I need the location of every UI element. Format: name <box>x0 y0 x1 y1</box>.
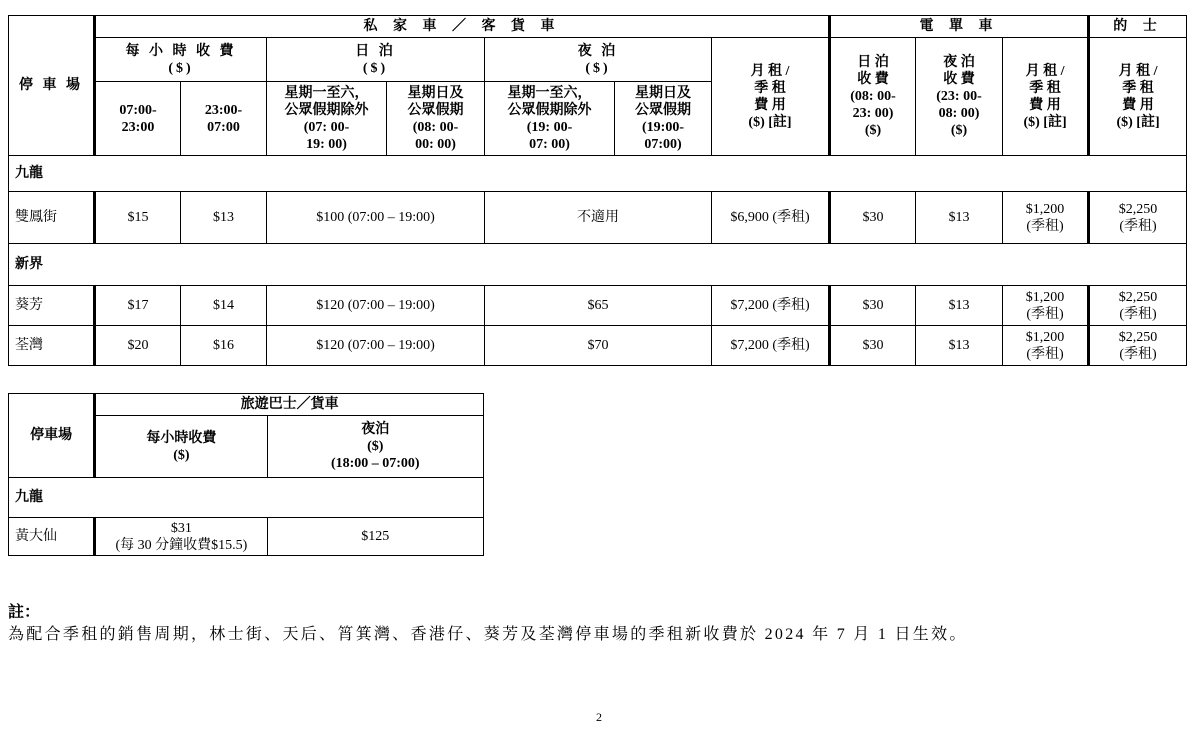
hourly-fee-header: 每小時收費 ($) <box>95 416 267 478</box>
car-park-header: 停 車 場 <box>9 16 95 156</box>
night-weekday-header: 星期一至六， 公眾假期除外 (19: 00- 07: 00) <box>485 82 615 156</box>
monthly-fee: $7,200 (季租) <box>712 326 830 366</box>
taxi-monthly-header: 月 租 / 季 租 費 用 ($) [註] <box>1089 38 1187 156</box>
car-park-name: 雙鳳街 <box>9 192 95 244</box>
hourly-night-header: 23:00- 07:00 <box>181 82 267 156</box>
car-park-name: 黃大仙 <box>9 518 95 556</box>
note-title: 註： <box>8 604 41 621</box>
monthly-fee: $6,900 (季租) <box>712 192 830 244</box>
night-park-fee: 不適用 <box>485 192 712 244</box>
moto-day-fee: $30 <box>830 326 916 366</box>
table-row <box>9 286 1187 326</box>
region-kowloon: 九龍 <box>9 156 1187 192</box>
day-park-fee: $120 (07:00 – 19:00) <box>267 286 485 326</box>
coach-goods-header: 旅遊巴士／貨車 <box>95 394 484 416</box>
moto-monthly-header: 月 租 / 季 租 費 用 ($) [註] <box>1003 38 1089 156</box>
car-park-header: 停車場 <box>9 394 95 478</box>
taxi-header: 的 士 <box>1089 16 1187 38</box>
motorcycle-header: 電 單 車 <box>830 16 1089 38</box>
monthly-fee: $7,200 (季租) <box>712 286 830 326</box>
moto-day-fee: $30 <box>830 192 916 244</box>
coach-fee-table <box>8 393 484 556</box>
hourly-day-fee: $15 <box>95 192 181 244</box>
night-holiday-header: 星期日及 公眾假期 (19:00- 07:00) <box>615 82 712 156</box>
day-weekday-header: 星期一至六， 公眾假期除外 (07: 00- 19: 00) <box>267 82 387 156</box>
note-body: 為配合季租的銷售周期，林士街、天后、筲箕灣、香港仔、葵芳及荃灣停車場的季租新收費於 2024 年 7 月 1 日生效。 <box>8 626 968 643</box>
night-park-fee: $70 <box>485 326 712 366</box>
private-car-header: 私 家 車 ／ 客 貨 車 <box>95 16 830 38</box>
hourly-night-fee: $13 <box>181 192 267 244</box>
moto-monthly-fee: $1,200 (季租) <box>1003 286 1089 326</box>
hourly-day-header: 07:00- 23:00 <box>95 82 181 156</box>
hourly-night-fee: $14 <box>181 286 267 326</box>
car-park-name: 葵芳 <box>9 286 95 326</box>
taxi-monthly-fee: $2,250 (季租) <box>1089 286 1187 326</box>
region-new-territories: 新界 <box>9 244 1187 286</box>
moto-night-fee: $13 <box>916 192 1003 244</box>
hourly-day-fee: $20 <box>95 326 181 366</box>
hourly-fee-header: 每 小 時 收 費 ($) <box>95 38 267 82</box>
day-park-fee: $100 (07:00 – 19:00) <box>267 192 485 244</box>
moto-night-header: 夜 泊 收 費 (23: 00- 08: 00) ($) <box>916 38 1003 156</box>
moto-monthly-fee: $1,200 (季租) <box>1003 326 1089 366</box>
car-park-name: 荃灣 <box>9 326 95 366</box>
night-park-fee: $125 <box>267 518 483 556</box>
moto-night-fee: $13 <box>916 286 1003 326</box>
page-number: 2 <box>596 710 602 724</box>
moto-monthly-fee: $1,200 (季租) <box>1003 192 1089 244</box>
night-park-fee: $65 <box>485 286 712 326</box>
monthly-fee-header: 月 租 / 季 租 費 用 ($) [註] <box>712 38 830 156</box>
night-park-header: 夜 泊 ($) <box>485 38 712 82</box>
table-row <box>9 518 484 556</box>
moto-night-fee: $13 <box>916 326 1003 366</box>
day-park-fee: $120 (07:00 – 19:00) <box>267 326 485 366</box>
taxi-monthly-fee: $2,250 (季租) <box>1089 326 1187 366</box>
hourly-fee: $31 (每 30 分鐘收費$15.5) <box>95 518 267 556</box>
table-row <box>9 192 1187 244</box>
day-park-header: 日 泊 ($) <box>267 38 485 82</box>
night-park-header: 夜泊 ($) (18:00 – 07:00) <box>267 416 483 478</box>
region-kowloon: 九龍 <box>9 478 484 518</box>
moto-day-header: 日 泊 收 費 (08: 00- 23: 00) ($) <box>830 38 916 156</box>
hourly-night-fee: $16 <box>181 326 267 366</box>
table-row <box>9 326 1187 366</box>
taxi-monthly-fee: $2,250 (季租) <box>1089 192 1187 244</box>
moto-day-fee: $30 <box>830 286 916 326</box>
hourly-day-fee: $17 <box>95 286 181 326</box>
day-holiday-header: 星期日及 公眾假期 (08: 00- 00: 00) <box>387 82 485 156</box>
note-section <box>8 602 968 646</box>
car-park-fee-table <box>8 15 1187 366</box>
